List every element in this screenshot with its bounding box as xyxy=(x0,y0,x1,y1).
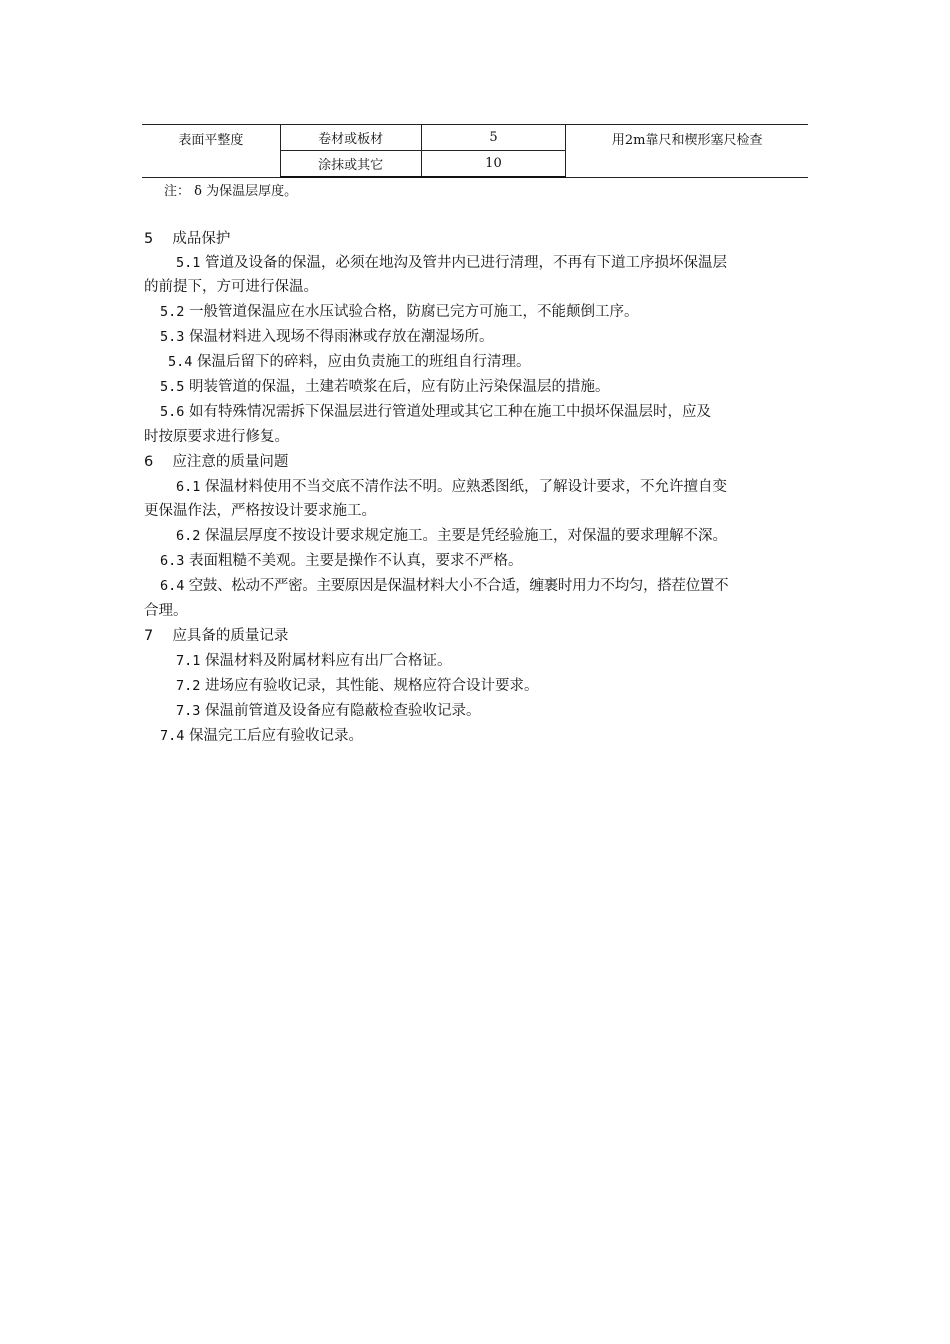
item-text: 保温前管道及设备应有隐蔽检查验收记录。 xyxy=(200,703,481,719)
table-cell-item: 表面平整度 xyxy=(142,125,280,178)
item-text: 保温材料使用不当交底不清作法不明。应熟悉图纸，了解设计要求，不允许擅自变 xyxy=(200,479,727,495)
section-heading-7: 7 应具备的质量记录 xyxy=(144,628,289,644)
list-item-6-4 xyxy=(160,574,728,598)
table-cell-type: 卷材或板材 xyxy=(280,125,421,151)
item-number: 5.2 xyxy=(160,304,185,320)
list-item-5-6-continued: 时按原要求进行修复。 xyxy=(144,429,289,445)
item-number: 7.3 xyxy=(176,703,201,719)
list-item-7-2 xyxy=(176,674,539,698)
item-text: 管道及设备的保温，必须在地沟及管井内已进行清理，不再有下道工序损坏保温层 xyxy=(200,255,727,271)
table-row xyxy=(142,125,808,151)
list-item-7-3 xyxy=(176,699,481,723)
item-text: 保温完工后应有验收记录。 xyxy=(184,728,363,744)
table-note: 注： δ 为保温层厚度。 xyxy=(164,184,298,199)
item-number: 6.4 xyxy=(160,578,185,594)
table-cell-value: 5 xyxy=(421,125,566,151)
list-item-5-3 xyxy=(160,325,494,349)
item-text: 表面粗糙不美观。主要是操作不认真，要求不严格。 xyxy=(184,553,523,569)
item-text: 保温材料及附属材料应有出厂合格证。 xyxy=(200,653,452,669)
section-heading-5: 5 成品保护 xyxy=(144,231,231,247)
list-item-5-5 xyxy=(160,375,610,399)
list-item-6-1-continued: 更保温作法，严格按设计要求施工。 xyxy=(144,503,376,519)
item-number: 6.1 xyxy=(176,479,201,495)
item-text: 保温后留下的碎料，应由负责施工的班组自行清理。 xyxy=(192,354,531,370)
list-item-5-2 xyxy=(160,300,639,324)
item-number: 5.6 xyxy=(160,404,185,420)
item-text: 进场应有验收记录，其性能、规格应符合设计要求。 xyxy=(200,678,539,694)
list-item-6-3 xyxy=(160,549,523,573)
item-number: 6.2 xyxy=(176,528,201,544)
item-number: 7.4 xyxy=(160,728,185,744)
section-heading-6: 6 应注意的质量问题 xyxy=(144,454,289,470)
table-cell-type: 涂抹或其它 xyxy=(280,151,421,178)
list-item-5-4 xyxy=(168,350,531,374)
tolerance-table xyxy=(142,124,808,178)
item-text: 一般管道保温应在水压试验合格，防腐已完方可施工，不能颠倒工序。 xyxy=(184,304,639,320)
list-item-5-6 xyxy=(160,400,711,424)
list-item-5-1-continued: 的前提下，方可进行保温。 xyxy=(144,279,318,295)
item-number: 6.3 xyxy=(160,553,185,569)
item-text: 保温层厚度不按设计要求规定施工。主要是凭经验施工，对保温的要求理解不深。 xyxy=(200,528,727,544)
item-number: 7.1 xyxy=(176,653,201,669)
list-item-7-4 xyxy=(160,724,363,748)
item-text: 明装管道的保温，土建若喷浆在后，应有防止污染保温层的措施。 xyxy=(184,379,610,395)
item-number: 5.3 xyxy=(160,329,185,345)
list-item-6-2 xyxy=(176,524,727,548)
item-text: 如有特殊情况需拆下保温层进行管道处理或其它工种在施工中损坏保温层时，应及 xyxy=(184,404,711,420)
list-item-7-1 xyxy=(176,649,452,673)
item-number: 5.4 xyxy=(168,354,193,370)
list-item-5-1 xyxy=(176,251,727,275)
table-cell-method: 用2m靠尺和楔形塞尺检查 xyxy=(566,125,808,178)
item-number: 7.2 xyxy=(176,678,201,694)
list-item-6-4-continued: 合理。 xyxy=(144,603,188,619)
item-number: 5.5 xyxy=(160,379,185,395)
item-text: 空鼓、松动不严密。主要原因是保温材料大小不合适，缠裹时用力不均匀，搭茬位置不 xyxy=(184,578,729,594)
item-number: 5.1 xyxy=(176,255,201,271)
item-text: 保温材料进入现场不得雨淋或存放在潮湿场所。 xyxy=(184,329,494,345)
list-item-6-1 xyxy=(176,475,727,499)
table-cell-value: 10 xyxy=(421,151,566,178)
